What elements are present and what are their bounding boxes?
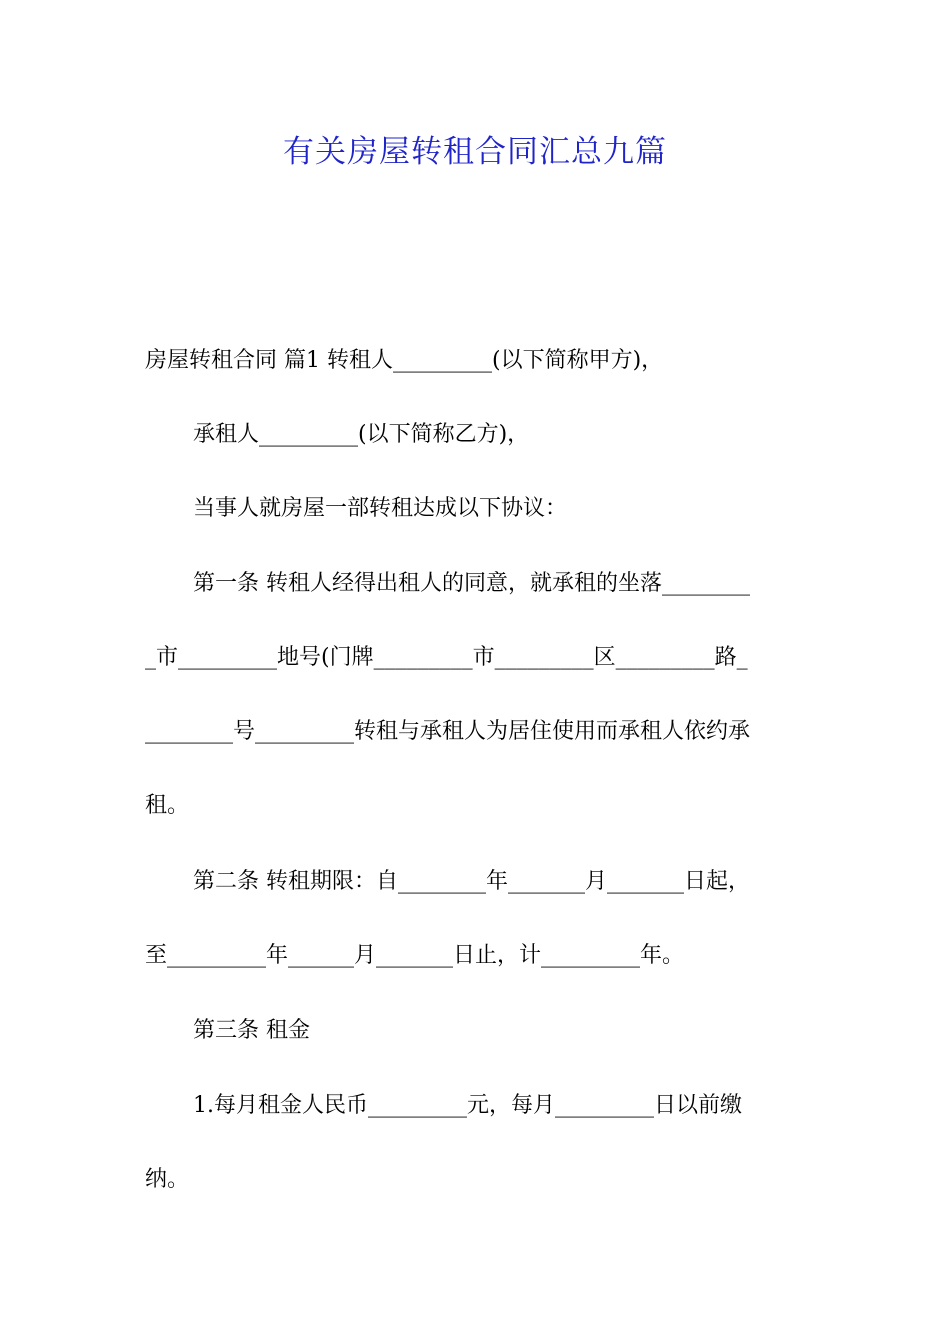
paragraph-heading-sublessor: 房屋转租合同 篇1 转租人_________(以下简称甲方)， <box>145 348 664 373</box>
article-2-line-2: 至_________年______月_______日止，计_________年。 <box>145 943 685 968</box>
paragraph-agreement-intro: 当事人就房屋一部转租达成以下协议： <box>193 496 568 521</box>
article-1-line-4: 租。 <box>145 793 190 818</box>
article-1-line-3: ________号_________转租与承租人为居住使用而承租人依约承 <box>145 719 751 744</box>
document-title: 有关房屋转租合同汇总九篇 <box>283 134 667 170</box>
article-3-item-1-line-1: 1.每月租金人民币_________元，每月_________日以前缴 <box>193 1093 742 1118</box>
article-3-heading: 第三条 租金 <box>193 1018 310 1043</box>
paragraph-lessee: 承租人_________(以下简称乙方)， <box>193 422 530 447</box>
article-1-line-2: _市_________地号(门牌_________市_________区_________路_ <box>145 645 748 670</box>
article-1-line-1: 第一条 转租人经得出租人的同意，就承租的坐落________ <box>193 571 750 596</box>
article-2-line-1: 第二条 转租期限：自________年_______月_______日起， <box>193 869 750 894</box>
article-3-item-1-line-2: 纳。 <box>145 1167 190 1192</box>
